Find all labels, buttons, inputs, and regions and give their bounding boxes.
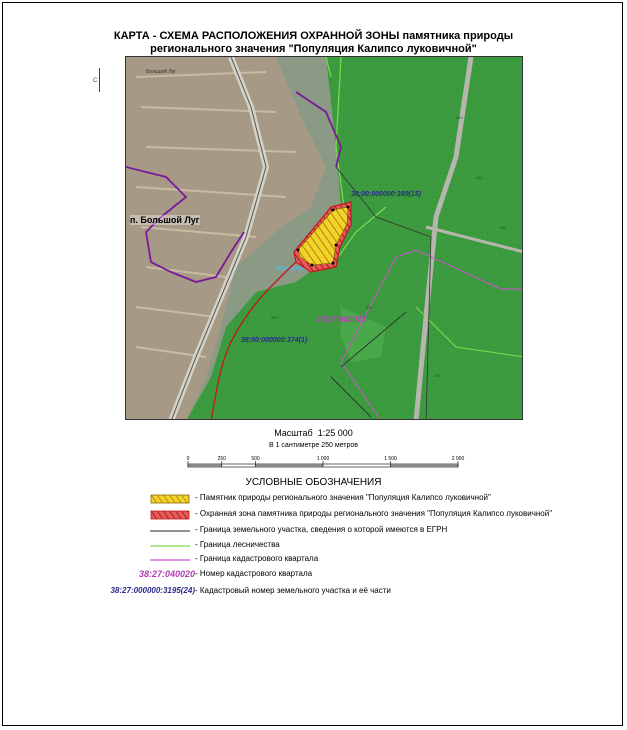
parcel-label-1: 38:00:000000:389(15): [351, 191, 422, 198]
north-label: C: [93, 78, 98, 84]
forest-block-557: 557: [271, 315, 278, 320]
scale-subtitle: В 1 сантиметре 250 метров: [268, 442, 359, 449]
parcel-label-2: 38:00:000000:374(1): [241, 337, 308, 344]
legend-text: - Граница кадастрового квартала: [195, 554, 319, 563]
scale-value: 1:25 000: [317, 428, 353, 438]
legend-item-forestry-boundary: [0, 539, 627, 553]
forest-block-555: 555: [434, 373, 441, 378]
scale-tick-label: 2 000: [451, 456, 465, 462]
scale-bar-segment: [391, 464, 459, 467]
legend-text: - Граница земельного участка, сведения о которой имеются в ЕГРН: [195, 525, 448, 534]
quarter-line-symbol-icon: [150, 555, 190, 565]
scale-label: [0, 428, 627, 438]
scale-bar: [186, 453, 466, 473]
street-label: Большой Луг: [146, 69, 177, 75]
forest-block-556: 556: [500, 225, 507, 230]
scale-tick-label: 250: [217, 456, 226, 462]
north-arrow-icon: [99, 68, 100, 92]
legend-item-parcel-boundary: [0, 524, 627, 538]
scale-tick-label: 1 500: [384, 456, 397, 462]
legend-item-buffer-zone: [0, 508, 627, 522]
legend-text: - Охранная зона памятника природы регионального значения "Популяция Калипсо луковичной": [195, 509, 553, 518]
map-title-line-1: КАРТА - СХЕМА РАСПОЛОЖЕНИЯ ОХРАННОЙ ЗОНЫ памятника природы: [113, 30, 514, 42]
legend-text: - Кадастровый номер земельного участка и её части: [195, 586, 391, 595]
map-title-line-2: регионального значения "Популяция Калипсо луковичной": [150, 43, 477, 55]
scale-bar-segment: [188, 464, 222, 467]
forest-block-554: 554: [456, 115, 463, 120]
scale-tick-label: 1 000: [316, 456, 330, 462]
forest-block-551: 551: [366, 305, 373, 310]
scale-tick-label: 0: [186, 456, 190, 462]
parcel-line-symbol-icon: [150, 526, 190, 536]
forest-block-552: 552: [476, 175, 483, 180]
legend-text: - Памятник природы регионального значения "Популяция Калипсо луковичной": [195, 493, 491, 502]
legend-item-quarter-number: [0, 568, 627, 582]
buffer-zone-symbol-icon: [150, 510, 190, 520]
legend-item-quarter-boundary: [0, 553, 627, 567]
quarter-label: 38:27:040023: [316, 315, 366, 324]
scale-tick-label: 500: [251, 456, 260, 462]
legend-text: - Граница лесничества: [195, 540, 280, 549]
legend-item-parcel-number: [0, 585, 627, 599]
legend-title: УСЛОВНЫЕ ОБОЗНАЧЕНИЯ: [245, 477, 382, 488]
settlement-label: п. Большой Луг: [130, 215, 200, 225]
map-image[interactable]: [125, 56, 523, 420]
monument-symbol-icon: [150, 494, 190, 504]
legend-item-monument: [0, 492, 627, 506]
map-svg: [126, 57, 523, 420]
legend-parcel-number: 38:27:000000:3195(24): [110, 586, 195, 595]
legend-text: - Номер кадастрового квартала: [195, 569, 313, 578]
scale-bar-segment: [256, 464, 324, 467]
legend-quarter-number: 38:27:040020: [138, 569, 195, 579]
scale-word: Масштаб: [274, 428, 313, 438]
forestry-line-symbol-icon: [150, 541, 190, 551]
